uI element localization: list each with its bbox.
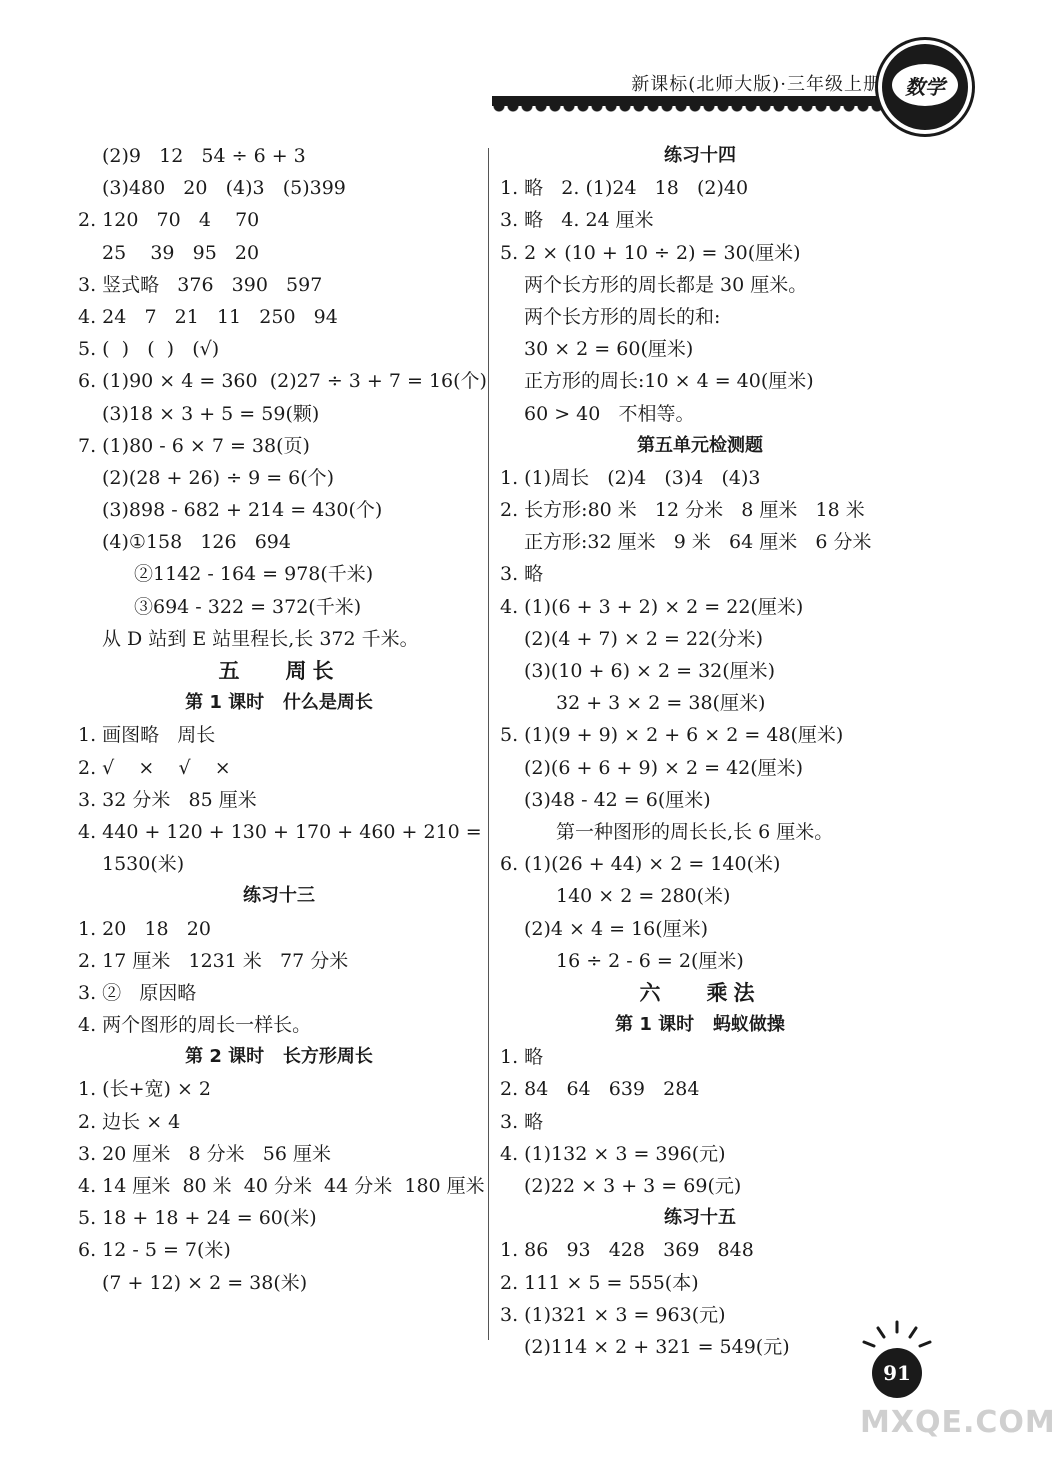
sun-rays-icon (860, 1318, 934, 1352)
answer-column-left (78, 140, 487, 1299)
answer-line: 2. 120 70 4 70 (78, 209, 260, 232)
answer-column-right (500, 140, 900, 1363)
answer-line: 2. 84 64 639 284 (500, 1078, 700, 1101)
answer-line: (3)480 20 (4)3 (5)399 (102, 177, 346, 200)
answer-line: 1. 略 2. (1)24 18 (2)40 (500, 177, 749, 200)
subject-badge-label: 数学 (892, 64, 958, 106)
answer-line: 1. 86 93 428 369 848 (500, 1239, 754, 1262)
answer-line: 7. (1)80 - 6 × 7 = 38(页) (78, 434, 310, 457)
page-header (0, 0, 1000, 150)
subject-badge (882, 44, 968, 130)
answer-line: (3)898 - 682 + 214 = 430(个) (102, 499, 383, 522)
page-number: 91 (872, 1348, 922, 1398)
answer-line: 2. 长方形:80 米 12 分米 8 厘米 18 米 (500, 499, 865, 522)
answer-line: 3. 略 (500, 1110, 544, 1133)
answer-line: 2. √ × √ × (78, 756, 231, 779)
answer-line: 3. 20 厘米 8 分米 56 厘米 (78, 1142, 331, 1165)
section-heading: 第五单元检测题 (637, 434, 763, 456)
section-heading: 第 1 课时 蚂蚁做操 (615, 1014, 785, 1036)
answer-line: 1. (长+宽) × 2 (78, 1078, 212, 1101)
answer-line: 4. 14 厘米 80 米 40 分米 44 分米 180 厘米 (78, 1175, 485, 1197)
answer-line: (2)4 × 4 = 16(厘米) (524, 917, 709, 940)
answer-line: 4. 440 + 120 + 130 + 170 + 460 + 210 = (78, 820, 482, 843)
section-heading: 六 乘法 (639, 980, 761, 1005)
header-scallop (492, 106, 910, 118)
section-heading: 练习十四 (664, 145, 736, 166)
answer-line: 4. (1)132 × 3 = 396(元) (500, 1142, 726, 1165)
answer-line: 1. (1)周长 (2)4 (3)4 (4)3 (500, 466, 761, 489)
answer-line: 3. 略 (500, 563, 544, 586)
answer-line: (2)9 12 54 ÷ 6 + 3 (102, 145, 306, 167)
answer-line: 正方形:32 厘米 9 米 64 厘米 6 分米 (524, 531, 872, 554)
answer-line: 4. 24 7 21 11 250 94 (78, 305, 338, 328)
section-heading: 第 1 课时 什么是周长 (185, 692, 373, 714)
answer-line: 3. (1)321 × 3 = 963(元) (500, 1303, 726, 1326)
answer-line: 2. 17 厘米 1231 米 77 分米 (78, 949, 349, 972)
answer-line: 1530(米) (102, 853, 185, 876)
answer-line: 正方形的周长:10 × 4 = 40(厘米) (524, 370, 814, 393)
answer-line: 6. (1)(26 + 44) × 2 = 140(米) (500, 853, 781, 876)
answer-line: ②1142 - 164 = 978(千米) (134, 563, 374, 586)
answer-line: 4. (1)(6 + 3 + 2) × 2 = 22(厘米) (500, 595, 804, 618)
section-heading: 练习十五 (664, 1207, 736, 1229)
answer-line: 4. 两个图形的周长一样长。 (78, 1014, 312, 1037)
answer-line: 两个长方形的周长都是 30 厘米。 (524, 273, 808, 296)
answer-line: 16 ÷ 2 - 6 = 2(厘米) (556, 949, 744, 972)
answer-line: 从 D 站到 E 站里程长,长 372 千米。 (102, 627, 419, 650)
answer-line: (3)18 × 3 + 5 = 59(颗) (102, 402, 320, 425)
answer-line: (4)①158 126 694 (102, 531, 291, 554)
answer-line: 2. 111 × 5 = 555(本) (500, 1271, 699, 1294)
answer-line: 3. 略 4. 24 厘米 (500, 209, 654, 232)
answer-line: 第一种图形的周长长,长 6 厘米。 (556, 820, 834, 843)
answer-line: 1. 20 18 20 (78, 917, 211, 940)
column-divider (488, 148, 489, 1340)
answer-line: 5. ( ) ( ) (√) (78, 338, 220, 361)
answer-line: 5. (1)(9 + 9) × 2 + 6 × 2 = 48(厘米) (500, 724, 844, 747)
answer-line: 两个长方形的周长的和: (524, 305, 721, 328)
answer-line: 2. 边长 × 4 (78, 1110, 181, 1133)
answer-line: 5. 18 + 18 + 24 = 60(米) (78, 1207, 317, 1230)
answer-line: 30 × 2 = 60(厘米) (524, 338, 694, 361)
answer-line: 6. 12 - 5 = 7(米) (78, 1239, 231, 1262)
section-heading: 练习十三 (243, 885, 315, 907)
header-band (492, 96, 910, 106)
series-title: 新课标(北师大版)·三年级上册 (631, 74, 882, 95)
answer-line: 5. 2 × (10 + 10 ÷ 2) = 30(厘米) (500, 241, 801, 264)
section-heading: 第 2 课时 长方形周长 (185, 1046, 373, 1068)
answer-line: (3)(10 + 6) × 2 = 32(厘米) (524, 660, 776, 682)
answer-line: 25 39 95 20 (102, 241, 260, 264)
watermark: MXQE.COM (860, 1405, 1056, 1440)
answer-line: 3. 竖式略 376 390 597 (78, 273, 323, 296)
answer-line: 3. ② 原因略 (78, 981, 197, 1004)
answer-line: (2)(6 + 6 + 9) × 2 = 42(厘米) (524, 756, 804, 779)
answer-line: (2)114 × 2 + 321 = 549(元) (524, 1335, 790, 1358)
answer-line: 6. (1)90 × 4 = 360 (2)27 ÷ 3 + 7 = 16(个) (78, 370, 487, 393)
answer-line: (2)22 × 3 + 3 = 69(元) (524, 1175, 742, 1197)
answer-line: ③694 - 322 = 372(千米) (134, 595, 362, 618)
answer-line: 32 + 3 × 2 = 38(厘米) (556, 692, 766, 715)
answer-line: 3. 32 分米 85 厘米 (78, 788, 257, 811)
answer-line: (7 + 12) × 2 = 38(米) (102, 1271, 308, 1294)
answer-line: (2)(28 + 26) ÷ 9 = 6(个) (102, 466, 335, 489)
answer-line: (3)48 - 42 = 6(厘米) (524, 788, 711, 811)
section-heading: 五 周长 (218, 659, 340, 683)
answer-line: (2)(4 + 7) × 2 = 22(分米) (524, 627, 764, 650)
answer-line: 1. 画图略 周长 (78, 724, 216, 747)
answer-line: 140 × 2 = 280(米) (556, 885, 731, 908)
answer-line: 1. 略 (500, 1046, 544, 1069)
answer-line: 60 > 40 不相等。 (524, 402, 695, 425)
